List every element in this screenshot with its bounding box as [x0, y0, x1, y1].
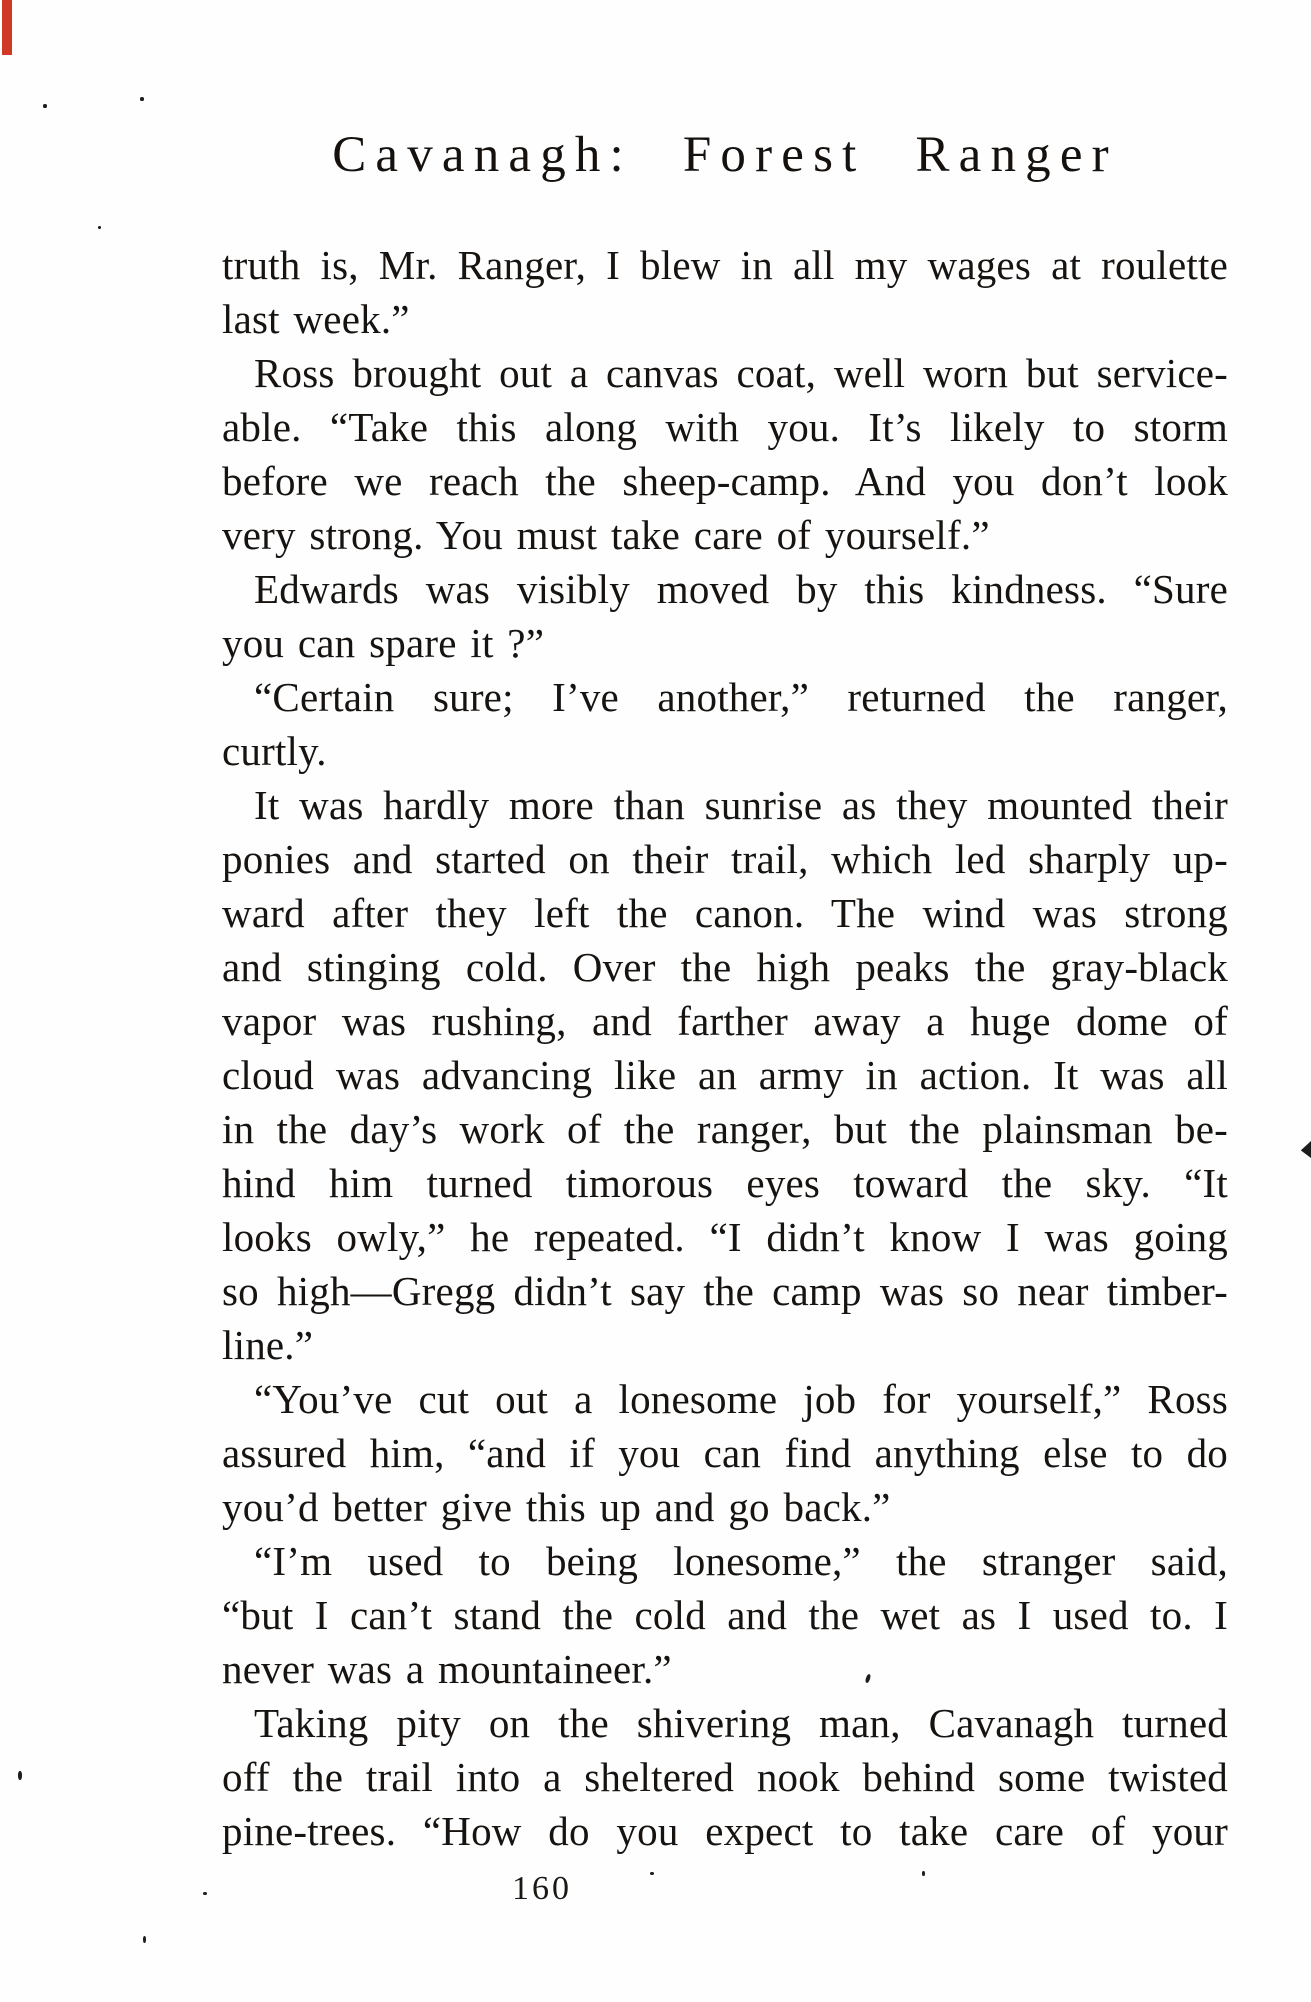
- text-line: looks owly,” he repeated. “I didn’t know I was going: [222, 1214, 1228, 1260]
- text-line: pine-trees. “How do you expect to take care of your: [222, 1808, 1228, 1854]
- ink-speck: [650, 1872, 654, 1875]
- text-line: never was a mountaineer.”: [222, 1646, 672, 1692]
- text-line: assured him, “and if you can find anything else to do: [222, 1430, 1228, 1476]
- ink-speck: [98, 226, 101, 229]
- text-line: so high—Gregg didn’t say the camp was so near timber-: [222, 1268, 1228, 1314]
- text-line: in the day’s work of the ranger, but the plainsman be-: [222, 1106, 1228, 1152]
- text-line: vapor was rushing, and farther away a huge dome of: [222, 998, 1228, 1044]
- text-line: hind him turned timorous eyes toward the sky. “It: [222, 1160, 1228, 1206]
- text-line: curtly.: [222, 728, 327, 774]
- ink-speck: [203, 1892, 207, 1895]
- ink-speck: [18, 1771, 22, 1780]
- text-line: ponies and started on their trail, which led sharply up-: [222, 836, 1228, 882]
- page-number: 160: [512, 1870, 572, 1907]
- text-line: able. “Take this along with you. It’s likely to storm: [222, 404, 1228, 450]
- scan-artifact-edge-mark: [1299, 1141, 1311, 1158]
- text-line: you’d better give this up and go back.”: [222, 1484, 891, 1530]
- text-line: “You’ve cut out a lonesome job for yourself,” Ross: [254, 1376, 1228, 1422]
- text-line: last week.”: [222, 296, 410, 342]
- ink-speck: [140, 97, 144, 101]
- text-line: “Certain sure; I’ve another,” returned the ranger,: [254, 674, 1228, 720]
- text-line: off the trail into a sheltered nook behind some twisted: [222, 1754, 1228, 1800]
- text-line: very strong. You must take care of yourself.”: [222, 512, 990, 558]
- text-line: cloud was advancing like an army in action. It was all: [222, 1052, 1228, 1098]
- ink-speck: [143, 1936, 146, 1943]
- text-line: before we reach the sheep-camp. And you don’t look: [222, 458, 1228, 504]
- text-line: ward after they left the canon. The wind was strong: [222, 890, 1228, 936]
- text-line: and stinging cold. Over the high peaks the gray-black: [222, 944, 1228, 990]
- text-line: line.”: [222, 1322, 314, 1368]
- text-line: Ross brought out a canvas coat, well worn but service-: [254, 350, 1228, 396]
- text-line: “I’m used to being lonesome,” the stranger said,: [254, 1538, 1228, 1584]
- text-line: truth is, Mr. Ranger, I blew in all my wages at roulette: [222, 242, 1228, 288]
- ink-speck: [43, 104, 47, 108]
- text-line: Taking pity on the shivering man, Cavanagh turned: [254, 1700, 1228, 1746]
- scan-artifact-red-strip: [2, 0, 12, 55]
- body-text: [222, 238, 1228, 1858]
- text-line: Edwards was visibly moved by this kindness. “Sure: [254, 566, 1228, 612]
- page-title: Cavanagh: Forest Ranger: [332, 127, 1118, 183]
- text-line: “but I can’t stand the cold and the wet as I used to. I: [222, 1592, 1228, 1638]
- ink-speck: [922, 1871, 925, 1876]
- text-line: you can spare it ?”: [222, 620, 545, 666]
- text-line: It was hardly more than sunrise as they mounted their: [254, 782, 1228, 828]
